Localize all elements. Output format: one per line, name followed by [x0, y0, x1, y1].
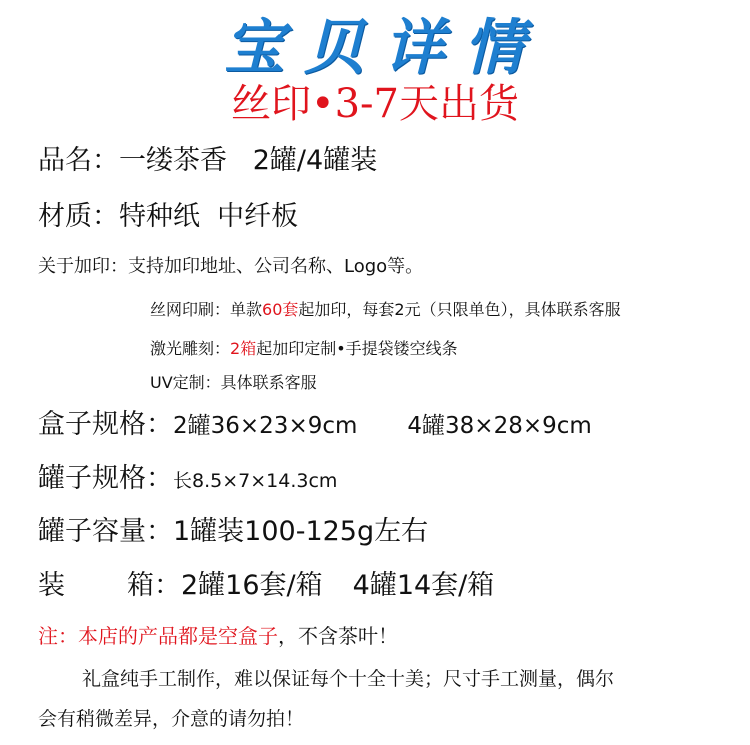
- packing-label-a: 装: [38, 570, 65, 601]
- laser-row: [150, 337, 458, 361]
- silk-print-qty: 60套: [262, 300, 299, 319]
- page-title: [0, 2, 750, 84]
- silk-print-row: [150, 298, 621, 322]
- packing-2: 2罐16套/箱: [181, 570, 323, 601]
- printing-value: 支持加印地址、公司名称、Logo等。: [128, 256, 424, 277]
- silk-print-prefix: 丝网印刷：单款: [150, 300, 263, 319]
- capacity-label: 罐子容量：: [38, 516, 173, 547]
- notice-row: [38, 623, 398, 649]
- laser-suffix: 起加印定制•手提袋镂空线条: [256, 339, 458, 358]
- product-name-row: [38, 144, 377, 178]
- notice-red: 注：本店的产品都是空盒子: [38, 624, 278, 648]
- laser-qty: 2箱: [230, 339, 257, 358]
- title-char: 宝: [224, 13, 286, 83]
- material-value: 特种纸 中纤板: [119, 201, 299, 232]
- packing-row: [38, 569, 494, 603]
- box-size-label: 盒子规格：: [38, 409, 173, 440]
- can-size-value: 长8.5×7×14.3cm: [173, 470, 338, 492]
- uv-row: UV定制：具体联系客服: [150, 373, 317, 392]
- disclaimer-line-2: 会有稍微差异，介意的请勿拍！: [38, 708, 305, 730]
- printing-label: 关于加印：: [38, 256, 128, 277]
- capacity-row: [38, 515, 428, 549]
- box-size-4: 4罐38×28×9cm: [407, 413, 592, 439]
- packing-label-b: 箱：: [127, 570, 181, 601]
- printing-row: [38, 254, 423, 280]
- can-size-row: [38, 462, 337, 498]
- disclaimer-line-1: 礼盒纯手工制作，难以保证每个十全十美；尺寸手工测量，偶尔: [82, 668, 615, 690]
- title-char: 详: [384, 13, 446, 83]
- subtitle: 丝印•3-7天出货: [230, 81, 519, 127]
- silk-print-suffix: 起加印，每套2元（只限单色），具体联系客服: [298, 300, 621, 319]
- box-size-2: 2罐36×23×9cm: [173, 413, 358, 439]
- material-label: 材质：: [38, 201, 119, 232]
- title-char: 情: [464, 13, 526, 83]
- product-name-label: 品名：: [38, 145, 119, 176]
- notice-black: ，不含茶叶！: [278, 624, 398, 648]
- capacity-value: 1罐装100-125g左右: [173, 516, 429, 547]
- material-row: [38, 200, 298, 234]
- can-size-label: 罐子规格：: [38, 463, 173, 494]
- box-size-row: [38, 408, 592, 443]
- product-name-value: 一缕茶香 2罐/4罐装: [119, 145, 378, 176]
- title-char: 贝: [304, 13, 366, 83]
- laser-prefix: 激光雕刻：: [150, 339, 231, 358]
- packing-4: 4罐14套/箱: [352, 570, 495, 601]
